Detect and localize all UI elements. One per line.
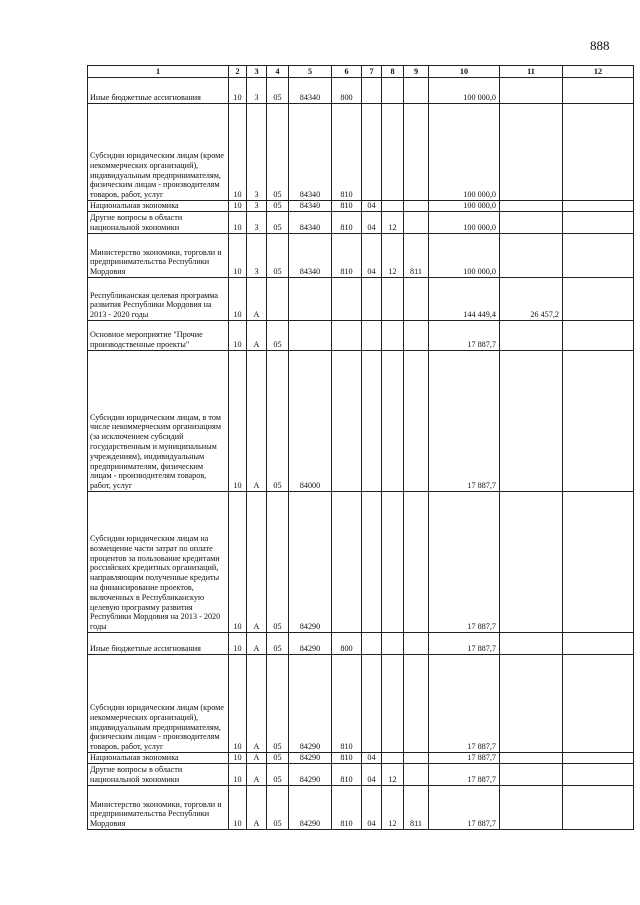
table-cell: 17 887,7	[429, 633, 500, 655]
table-cell	[404, 201, 429, 212]
row-label-cell: Иные бюджетные ассигнования	[88, 78, 229, 104]
table-cell	[332, 321, 362, 351]
table-cell	[563, 212, 634, 234]
table-cell: 3	[247, 234, 267, 278]
table-cell: 05	[267, 234, 289, 278]
table-cell: 05	[267, 201, 289, 212]
table-cell	[362, 321, 382, 351]
column-header: 5	[289, 66, 332, 78]
table-cell: 04	[362, 753, 382, 764]
table-cell: 17 887,7	[429, 753, 500, 764]
table-cell	[382, 351, 404, 492]
table-cell: 05	[267, 753, 289, 764]
table-cell: 05	[267, 633, 289, 655]
table-cell: 84340	[289, 234, 332, 278]
table-cell: 810	[332, 753, 362, 764]
table-row	[88, 321, 634, 351]
table-cell: 12	[382, 764, 404, 786]
table-cell	[563, 633, 634, 655]
table-cell: 84290	[289, 655, 332, 753]
table-cell	[289, 278, 332, 321]
row-label-cell: Национальная экономика	[88, 201, 229, 212]
table-cell	[404, 753, 429, 764]
table-cell: 10	[229, 201, 247, 212]
table-cell: 810	[332, 104, 362, 201]
table-cell	[563, 321, 634, 351]
row-label-cell: Министерство экономики, торговли и предпринимательства Республики Мордовия	[88, 786, 229, 830]
table-cell: А	[247, 492, 267, 633]
table-cell: 84000	[289, 351, 332, 492]
table-cell: 04	[362, 764, 382, 786]
table-cell: 144 449,4	[429, 278, 500, 321]
row-label-cell: Основное мероприятие "Прочие производственные проекты"	[88, 321, 229, 351]
table-cell: 84290	[289, 786, 332, 830]
table-cell	[500, 321, 563, 351]
table-cell	[382, 492, 404, 633]
table-cell: 10	[229, 234, 247, 278]
table-cell: 84340	[289, 78, 332, 104]
table-cell: 10	[229, 764, 247, 786]
column-header: 3	[247, 66, 267, 78]
table-cell	[332, 278, 362, 321]
table-cell: А	[247, 321, 267, 351]
column-header: 4	[267, 66, 289, 78]
table-row	[88, 351, 634, 492]
table-cell	[500, 234, 563, 278]
table-row	[88, 764, 634, 786]
row-label-cell: Другие вопросы в области национальной экономики	[88, 212, 229, 234]
table-cell	[563, 492, 634, 633]
row-label-cell: Субсидии юридическим лицам (кроме некоммерческих организаций), индивидуальным предпринимателям, физическим лицам - производителям товаров, работ, услуг	[88, 655, 229, 753]
table-cell: 811	[404, 234, 429, 278]
table-cell	[500, 351, 563, 492]
table-cell: А	[247, 753, 267, 764]
table-cell	[382, 633, 404, 655]
table-cell: 05	[267, 492, 289, 633]
table-cell	[563, 351, 634, 492]
table-cell	[404, 492, 429, 633]
column-header: 9	[404, 66, 429, 78]
table-cell: 800	[332, 633, 362, 655]
table-cell	[500, 212, 563, 234]
table-cell	[362, 78, 382, 104]
table-cell: 10	[229, 278, 247, 321]
budget-table	[87, 65, 634, 830]
table-cell: 05	[267, 104, 289, 201]
table-cell	[289, 321, 332, 351]
table-cell	[563, 278, 634, 321]
header-row	[88, 66, 634, 78]
table-cell: 17 887,7	[429, 786, 500, 830]
table-cell: 12	[382, 234, 404, 278]
table-row	[88, 786, 634, 830]
table-cell: 10	[229, 321, 247, 351]
column-header: 2	[229, 66, 247, 78]
row-label-cell: Другие вопросы в области национальной экономики	[88, 764, 229, 786]
table-cell: А	[247, 278, 267, 321]
table-row	[88, 78, 634, 104]
table-cell: 10	[229, 212, 247, 234]
table-cell: 800	[332, 78, 362, 104]
table-cell: 810	[332, 655, 362, 753]
table-cell: 12	[382, 786, 404, 830]
table-cell	[500, 633, 563, 655]
table-cell: 3	[247, 104, 267, 201]
column-header: 6	[332, 66, 362, 78]
table-cell: 10	[229, 351, 247, 492]
table-cell	[362, 278, 382, 321]
row-label-cell: Субсидии юридическим лицам (кроме некоммерческих организаций), индивидуальным предпринимателям, физическим лицам - производителям товаров, работ, услуг	[88, 104, 229, 201]
table-cell	[563, 753, 634, 764]
table-row	[88, 492, 634, 633]
table-cell: 84290	[289, 492, 332, 633]
table-cell	[404, 764, 429, 786]
table-cell: 84290	[289, 764, 332, 786]
table-cell	[500, 78, 563, 104]
table-cell: 26 457,2	[500, 278, 563, 321]
table-cell	[563, 764, 634, 786]
table-cell: 17 887,7	[429, 492, 500, 633]
table-row	[88, 753, 634, 764]
table-cell	[404, 278, 429, 321]
table-cell: 84340	[289, 104, 332, 201]
table-cell: 810	[332, 201, 362, 212]
table-cell	[362, 633, 382, 655]
table-cell: 810	[332, 212, 362, 234]
table-cell: 84290	[289, 633, 332, 655]
column-header: 10	[429, 66, 500, 78]
column-header: 11	[500, 66, 563, 78]
table-cell: 17 887,7	[429, 764, 500, 786]
table-cell: 84290	[289, 753, 332, 764]
row-label-cell: Иные бюджетные ассигнования	[88, 633, 229, 655]
table-cell	[362, 492, 382, 633]
table-cell: 3	[247, 78, 267, 104]
table-cell: 10	[229, 633, 247, 655]
table-cell: 810	[332, 786, 362, 830]
table-cell	[404, 655, 429, 753]
table-cell: 17 887,7	[429, 655, 500, 753]
table-cell	[382, 104, 404, 201]
table-cell	[404, 321, 429, 351]
table-cell: 100 000,0	[429, 104, 500, 201]
table-cell: 10	[229, 655, 247, 753]
table-cell: 04	[362, 212, 382, 234]
table-cell: А	[247, 764, 267, 786]
table-row	[88, 633, 634, 655]
table-cell: 100 000,0	[429, 234, 500, 278]
table-row	[88, 278, 634, 321]
table-cell: 100 000,0	[429, 201, 500, 212]
table-cell	[563, 78, 634, 104]
column-header: 12	[563, 66, 634, 78]
table-cell	[500, 492, 563, 633]
page-number: 888	[590, 38, 610, 53]
table-cell	[382, 278, 404, 321]
table-row	[88, 655, 634, 753]
table-cell: 05	[267, 321, 289, 351]
table-cell	[382, 321, 404, 351]
table-cell: 05	[267, 764, 289, 786]
table-cell: 17 887,7	[429, 321, 500, 351]
table-cell	[563, 234, 634, 278]
table-cell: 3	[247, 201, 267, 212]
table-cell: 810	[332, 764, 362, 786]
table-cell	[500, 104, 563, 201]
table-cell	[563, 104, 634, 201]
table-cell	[563, 786, 634, 830]
row-label-cell: Министерство экономики, торговли и предпринимательства Республики Мордовия	[88, 234, 229, 278]
table-cell	[382, 655, 404, 753]
table-row	[88, 234, 634, 278]
table-cell: 100 000,0	[429, 212, 500, 234]
table-cell: А	[247, 786, 267, 830]
table-cell: 05	[267, 351, 289, 492]
table-cell	[382, 78, 404, 104]
column-header: 7	[362, 66, 382, 78]
table-cell: 05	[267, 212, 289, 234]
table-cell	[404, 78, 429, 104]
table-cell: 84340	[289, 201, 332, 212]
table-row	[88, 212, 634, 234]
column-header: 1	[88, 66, 229, 78]
table-cell	[332, 492, 362, 633]
table-cell: 810	[332, 234, 362, 278]
table-cell: 811	[404, 786, 429, 830]
row-label-cell: Национальная экономика	[88, 753, 229, 764]
table-cell	[500, 764, 563, 786]
table-cell	[382, 753, 404, 764]
table-cell	[382, 201, 404, 212]
table-cell: 05	[267, 655, 289, 753]
table-cell: А	[247, 655, 267, 753]
table-cell: 10	[229, 492, 247, 633]
table-cell: А	[247, 351, 267, 492]
table-cell	[404, 351, 429, 492]
table-cell	[332, 351, 362, 492]
table-row	[88, 201, 634, 212]
table-cell: 04	[362, 234, 382, 278]
row-label-cell: Субсидии юридическим лицам на возмещение части затрат по оплате процентов за пользование кредитами российских кредитных организаций, направляющим полученные кредиты на финансирование проектов, включенных в Республиканскую целевую программу развития Республики Мордовия на 2013 - 2020 годы	[88, 492, 229, 633]
table-cell	[500, 786, 563, 830]
row-label-cell: Субсидии юридическим лицам, в том числе некоммерческим организациям (за исключением субсидий государственным и муниципальным учреждениям), индивидуальным предпринимателям, физическим лицам - производителям товаров, работ, услуг	[88, 351, 229, 492]
table-cell: 05	[267, 78, 289, 104]
table-cell	[362, 104, 382, 201]
table-cell: 10	[229, 78, 247, 104]
table-cell	[362, 655, 382, 753]
table-cell	[267, 278, 289, 321]
table-cell: 04	[362, 201, 382, 212]
table-cell: 12	[382, 212, 404, 234]
table-cell	[404, 212, 429, 234]
table-cell	[404, 104, 429, 201]
table-cell	[500, 655, 563, 753]
table-cell: 3	[247, 212, 267, 234]
table-cell: 10	[229, 753, 247, 764]
table-cell: 100 000,0	[429, 78, 500, 104]
table-cell: 04	[362, 786, 382, 830]
table-cell	[500, 753, 563, 764]
table-cell: 10	[229, 786, 247, 830]
table-cell: 05	[267, 786, 289, 830]
column-header: 8	[382, 66, 404, 78]
table-cell	[563, 201, 634, 212]
table-cell: А	[247, 633, 267, 655]
table-cell	[563, 655, 634, 753]
table-cell	[500, 201, 563, 212]
table-cell	[404, 633, 429, 655]
table-cell: 17 887,7	[429, 351, 500, 492]
table-row	[88, 104, 634, 201]
table-cell	[362, 351, 382, 492]
table-cell: 10	[229, 104, 247, 201]
table-cell: 84340	[289, 212, 332, 234]
row-label-cell: Республиканская целевая программа развития Республики Мордовия на 2013 - 2020 годы	[88, 278, 229, 321]
